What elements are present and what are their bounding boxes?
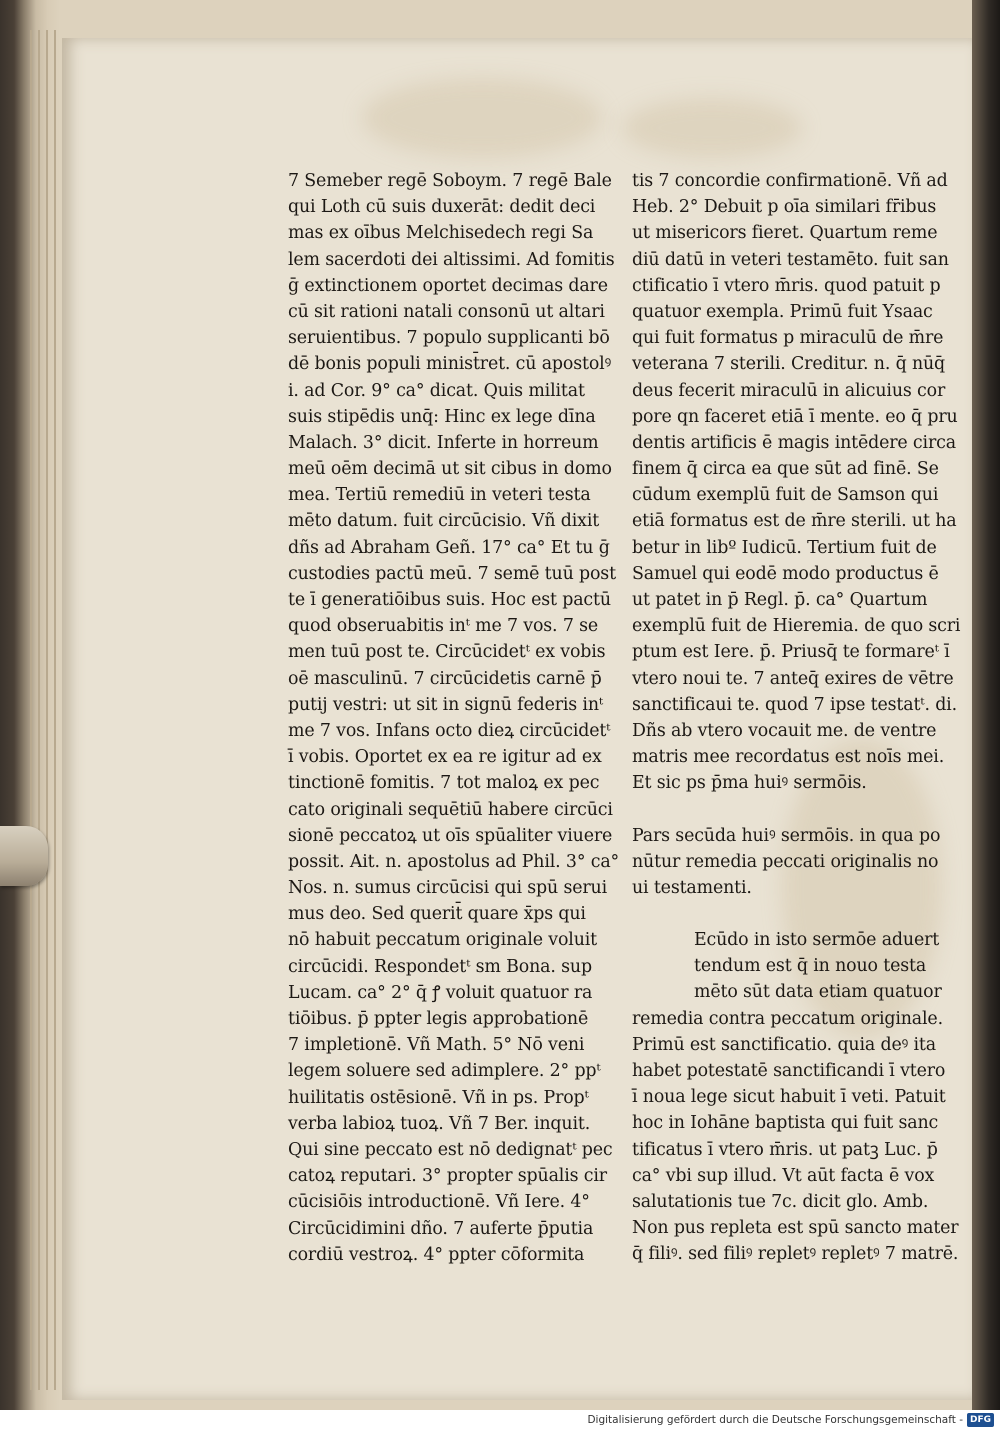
text-line: Pars secūda huiꝰ sermōis. in qua po [632, 825, 941, 846]
text-line: legem soluere sed adimplere. 2° ppᵗ [288, 1061, 601, 1082]
text-line: nūtur remedia peccati originalis no [632, 851, 939, 872]
text-line: ḡ extinctionem oportet decimas dare [288, 275, 608, 296]
text-line: qui Loth cū suis duxerāt: dedit deci [288, 197, 596, 218]
text-line: Non pus repleta est spū sancto mater [632, 1218, 959, 1239]
right-column-paragraph [632, 168, 960, 797]
text-line: tis 7 concordie confirmationē. Vñ ad [632, 171, 948, 191]
text-line: catoꝝ reputari. 3° propter spūalis cir [288, 1166, 607, 1187]
text-line: ui testamenti. [632, 877, 752, 898]
text-line: cordiū vestroꝝ. 4° ppter cōformita [288, 1244, 585, 1265]
text-line: dentis artificis ē magis intēdere circa [632, 432, 956, 453]
text-line: remedia contra peccatum originale. [632, 1008, 943, 1029]
text-line: Nos. n. sumus circūcisi qui spū serui [288, 878, 608, 899]
text-line: matris mee recordatus est noīs mei. [632, 747, 945, 768]
footer-bar [0, 1410, 1000, 1430]
text-line: Circūcidimini dño. 7 auferte p̄putia [288, 1218, 594, 1239]
text-line: possit. Ait. n. apostolus ad Phil. 3° ca° [288, 851, 620, 872]
text-line: mea. Tertiū remediū in veteri testa [288, 485, 591, 506]
text-line: mus deo. Sed querit̄ quare x̄ps qui [288, 904, 586, 925]
text-line: seruientibus. 7 populo supplicanti bō [288, 328, 610, 349]
text-line: ca° vbi sup illud. Vt aūt facta ē vox [632, 1165, 935, 1186]
text-line: habet potestatē sanctificandi ī vtero [632, 1061, 946, 1081]
text-line: dñs ad Abraham Geñ. 17° ca° Et tu ḡ [288, 537, 610, 558]
page-edge [38, 30, 40, 1390]
text-line: lem sacerdoti dei altissimi. Ad fomitis [288, 249, 615, 270]
text-line: ctificatio ī vtero m̄ris. quod patuit p [632, 275, 941, 296]
text-line: finem q̄ circa ea que sūt ad finē. Se [632, 459, 939, 480]
right-column-paragraph [632, 1006, 960, 1268]
dfg-logo: DFG [967, 1413, 994, 1427]
text-line: meū oēm decimā ut sit cibus in domo [288, 459, 612, 480]
text-line: q̄ filiꝰ. sed filiꝰ repletꝰ repletꝰ 7 matrē. [632, 1244, 959, 1265]
paper-stain [362, 78, 602, 158]
text-line: Lucam. ca° 2° q̄ ꝭ voluit quatuor ra [288, 982, 593, 1003]
text-line: ut patet in p̄ Regl. p̄. ca° Quartum [632, 590, 928, 610]
text-line: cūcisiōis introductionē. Vñ Iere. 4° [288, 1192, 590, 1213]
page-edge [46, 30, 48, 1390]
text-column-right [632, 168, 960, 1268]
text-line: men tuū post te. Circūcidetᵗ ex vobis [288, 642, 606, 663]
text-line: putij vestri: ut sit in signū federis inᵗ [288, 694, 604, 715]
text-line: ptum est Iere. p̄. Priusq̄ te formareᵗ ī [632, 642, 950, 663]
text-line: vtero noui te. 7 anteq̄ exires de vētre [632, 668, 954, 689]
page-edge [30, 30, 32, 1390]
text-line: me 7 vos. Infans octo dieꝝ circūcidetᵗ [288, 720, 611, 741]
text-line: Malach. 3° dicit. Inferte in horreum [288, 432, 599, 453]
text-line: pore qn faceret etiā ī mente. eo q̄ pru [632, 406, 958, 427]
text-line: salutationis tue 7c. dicit glo. Amb. [632, 1191, 929, 1212]
footer-credit: Digitalisierung gefördert durch die Deutsche Forschungsgemeinschaft - [587, 1414, 963, 1426]
text-line: Dñs ab vtero vocauit me. de ventre [632, 720, 937, 741]
text-line: custodies pactū meū. 7 semē tuū post [288, 563, 616, 584]
text-line: verba labioꝝ tuoꝝ. Vñ 7 Ber. inquit. [288, 1113, 591, 1134]
paper-stain [622, 98, 802, 158]
text-line: quatuor exempla. Primū fuit Ysaac [632, 301, 933, 322]
text-line: 7 impletionē. Vñ Math. 5° Nō veni [288, 1035, 585, 1056]
text-line: tendum est q̄ in nouo testa [694, 956, 927, 977]
text-line: ī vobis. Oportet ex ea re igitur ad ex [288, 747, 602, 768]
book-clasp [0, 826, 48, 886]
text-line: Et sic ps p̄ma huiꝰ sermōis. [632, 773, 867, 794]
text-line: diū datū in veteri testamēto. fuit san [632, 249, 949, 270]
text-line: ut misericors fieret. Quartum reme [632, 223, 938, 244]
text-line: tificatus ī vtero m̄ris. ut patꝫ Luc. p̄ [632, 1139, 938, 1160]
text-line: Primū est sanctificatio. quia deꝰ ita [632, 1034, 936, 1055]
text-line: mēto datum. fuit circūcisio. Vñ dixit [288, 511, 600, 532]
text-line: tinctionē fomitis. 7 tot maloꝝ ex pec [288, 773, 600, 794]
text-line: nō habuit peccatum originale voluit [288, 930, 598, 951]
text-line: suis stipēdis unq̄: Hinc ex lege dīna [288, 406, 596, 427]
text-line: hoc in Iohāne baptista qui fuit sanc [632, 1113, 939, 1134]
text-line: oē masculinū. 7 circūcidetis carnē p̄ [288, 668, 602, 689]
text-line: Heb. 2° Debuit p oīa similari fr̄ibus [632, 197, 937, 218]
text-line: circūcidi. Respondetᵗ sm Bona. sup [288, 956, 592, 977]
text-line: qui fuit formatus p miraculū de m̄re [632, 328, 944, 349]
text-line: Ecūdo in isto sermōe aduert [694, 930, 940, 951]
text-line: Samuel qui eodē modo productus ē [632, 563, 939, 584]
text-line: betur in libº Iudicū. Tertium fuit de [632, 537, 937, 558]
right-column-initial-paragraph [632, 927, 960, 1006]
text-line: cato originali sequētiū habere circūci [288, 799, 613, 820]
text-line: 7 Semeber regē Soboym. 7 regē Bale [288, 171, 612, 191]
right-column-heading-paragraph [632, 823, 960, 902]
text-line: veterana 7 sterili. Creditur. n. q̄ nūq̄ [632, 354, 946, 375]
text-line: ī noua lege sicut habuit ī veti. Patuit [632, 1087, 946, 1108]
text-line: tiōibus. p̄ ppter legis approbationē [288, 1009, 589, 1029]
text-line: dē bonis populi minist̄ret. cū apostolꝰ [288, 354, 612, 375]
text-line: sanctificaui te. quod 7 ipse testatᵗ. di. [632, 694, 957, 715]
text-line: quod obseruabitis inᵗ me 7 vos. 7 se [288, 616, 599, 637]
text-line: cū sit rationi natali consonū ut altari [288, 301, 605, 322]
text-line: huilitatis ostēsionē. Vñ in ps. Propᵗ [288, 1087, 589, 1108]
text-line: etiā formatus est de m̄re sterili. ut ha [632, 511, 957, 532]
text-line: te ī generatiōibus suis. Hoc est pactū [288, 590, 611, 610]
text-line: sionē peccatoꝝ ut oīs spūaliter viuere [288, 825, 613, 846]
text-line: mēto sūt data etiam quatuor [694, 982, 942, 1003]
page-edge [54, 30, 56, 1390]
text-line: deus fecerit miraculū in alicuius cor [632, 380, 946, 401]
book-gutter [972, 0, 1000, 1410]
text-line: cūdum exemplū fuit de Samson qui [632, 485, 939, 506]
text-line: i. ad Cor. 9° ca° dicat. Quis militat [288, 380, 585, 401]
text-column-left [288, 168, 619, 1268]
text-line: Qui sine peccato est nō dedignatᵗ pec [288, 1139, 613, 1160]
text-line: exemplū fuit de Hieremia. de quo scri [632, 616, 961, 637]
text-line: mas ex oībus Melchisedech regi Sa [288, 223, 594, 244]
